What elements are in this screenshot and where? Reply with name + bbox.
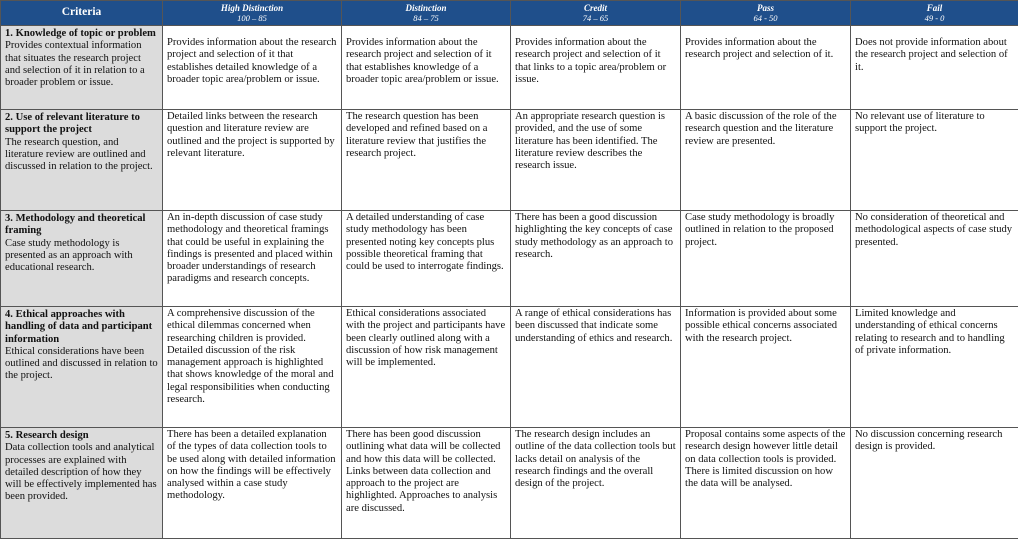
descriptor-cell: Detailed links between the research question and literature review are outlined and the project is supported by relevant literature. <box>163 110 342 211</box>
descriptor-cell: Information is provided about some possible ethical concerns associated with the research project. <box>681 307 851 428</box>
criterion-title: 4. Ethical approaches with handling of data and participant information <box>5 309 153 345</box>
descriptor-cell: The research design includes an outline of the data collection tools but lacks detail on analysis of the research findings and the overall design of the project. <box>511 428 681 539</box>
descriptor-cell: No consideration of theoretical and methodological aspects of case study presented. <box>851 211 1018 307</box>
descriptor-cell: A comprehensive discussion of the ethical dilemmas concerned when researching children is provided. Detailed discussion of the risk management approach is highlighted that shows knowledge of the moral and legal responsibilities when conducting research. <box>163 307 342 428</box>
criterion-description: Ethical considerations have been outlined and discussed in relation to the project. <box>5 345 158 382</box>
level-range: 49 - 0 <box>924 13 945 23</box>
criterion-description: The research question, and literature review are outlined and discussed in relation to the project. <box>5 136 153 173</box>
level-header <box>163 1 342 26</box>
criterion-description: Provides contextual information that situates the research project and selection of it in relation to a broader problem or issue. <box>5 40 145 89</box>
criteria-header: Criteria <box>1 1 163 26</box>
descriptor-cell: Limited knowledge and understanding of ethical concerns relating to research and to handling of private information. <box>851 307 1018 428</box>
criterion-description: Data collection tools and analytical processes are explained with detailed description of how they will be effectively implemented has been provided. <box>5 442 157 503</box>
descriptor-cell: No discussion concerning research design is provided. <box>851 428 1018 539</box>
descriptor-cell: Provides information about the research project and selection of it. <box>681 26 851 110</box>
descriptor-cell: Provides information about the research project and selection of it that establishes knowledge of a broader topic area/problem or issue. <box>342 26 511 110</box>
descriptor-cell: An in-depth discussion of case study methodology and theoretical framings that could be useful in explaining the findings is presented and placed within broader understandings of research paradigms and research concepts. <box>163 211 342 307</box>
criterion-row <box>1 26 1018 110</box>
level-header <box>342 1 511 26</box>
criterion-title: 5. Research design <box>5 430 89 441</box>
descriptor-cell: A detailed understanding of case study methodology has been presented noting key concepts plus possible theoretical framing that could be used to interrogate findings. <box>342 211 511 307</box>
criterion-cell <box>1 211 163 307</box>
level-name: Credit <box>583 3 607 13</box>
criterion-cell <box>1 110 163 211</box>
criterion-title: 2. Use of relevant literature to support the project <box>5 112 140 136</box>
descriptor-cell: An appropriate research question is provided, and the use of some literature has been identified. The literature review describes the research issue. <box>511 110 681 211</box>
descriptor-cell: No relevant use of literature to support the project. <box>851 110 1018 211</box>
level-name: Fail <box>926 3 943 13</box>
level-range: 84 – 75 <box>413 13 439 23</box>
criterion-title: 3. Methodology and theoretical framing <box>5 213 146 237</box>
level-name: Distinction <box>405 3 447 13</box>
criterion-cell <box>1 428 163 539</box>
criterion-row <box>1 110 1018 211</box>
descriptor-cell: There has been a detailed explanation of the types of data collection tools to be used along with detailed information on how the findings will be effectively analysed within a case study methodology. <box>163 428 342 539</box>
descriptor-cell: There has been good discussion outlining what data will be collected and how this data will be collected. Links between data collection and approach to the project are highlighted. Approaches to analysis are discussed. <box>342 428 511 539</box>
level-header <box>851 1 1018 26</box>
criterion-title: 1. Knowledge of topic or problem <box>5 28 156 39</box>
descriptor-cell: A range of ethical considerations has been discussed that indicate some understanding of ethics and research. <box>511 307 681 428</box>
header-row <box>1 1 1018 26</box>
descriptor-cell: Provides information about the research project and selection of it that links to a topic area/problem or issue. <box>511 26 681 110</box>
criterion-row <box>1 307 1018 428</box>
descriptor-cell: A basic discussion of the role of the research question and the literature review are presented. <box>681 110 851 211</box>
level-range: 74 – 65 <box>582 13 609 23</box>
criterion-row <box>1 211 1018 307</box>
criterion-cell <box>1 26 163 110</box>
level-header <box>681 1 851 26</box>
level-name: Pass <box>756 3 774 13</box>
level-name: High Distinction <box>220 3 284 13</box>
descriptor-cell: Case study methodology is broadly outlined in relation to the proposed project. <box>681 211 851 307</box>
descriptor-cell: There has been a good discussion highlighting the key concepts of case study methodology as an approach to research. <box>511 211 681 307</box>
criterion-description: Case study methodology is presented as an approach with educational research. <box>5 237 133 274</box>
descriptor-cell: Proposal contains some aspects of the research design however little detail on data collection tools is provided. There is limited discussion on how the data will be analysed. <box>681 428 851 539</box>
level-header <box>511 1 681 26</box>
descriptor-cell: Ethical considerations associated with the project and participants have been clearly outlined along with a discussion of how risk management will be implemented. <box>342 307 511 428</box>
descriptor-cell: Does not provide information about the research project and selection of it. <box>851 26 1018 110</box>
descriptor-cell: The research question has been developed and refined based on a literature review that justifies the research project. <box>342 110 511 211</box>
descriptor-cell: Provides information about the research project and selection of it that establishes detailed knowledge of a broader topic area/problem or issue. <box>163 26 342 110</box>
criterion-cell <box>1 307 163 428</box>
level-range: 100 – 85 <box>237 13 267 23</box>
level-range: 64 - 50 <box>753 13 778 23</box>
criterion-row <box>1 428 1018 539</box>
